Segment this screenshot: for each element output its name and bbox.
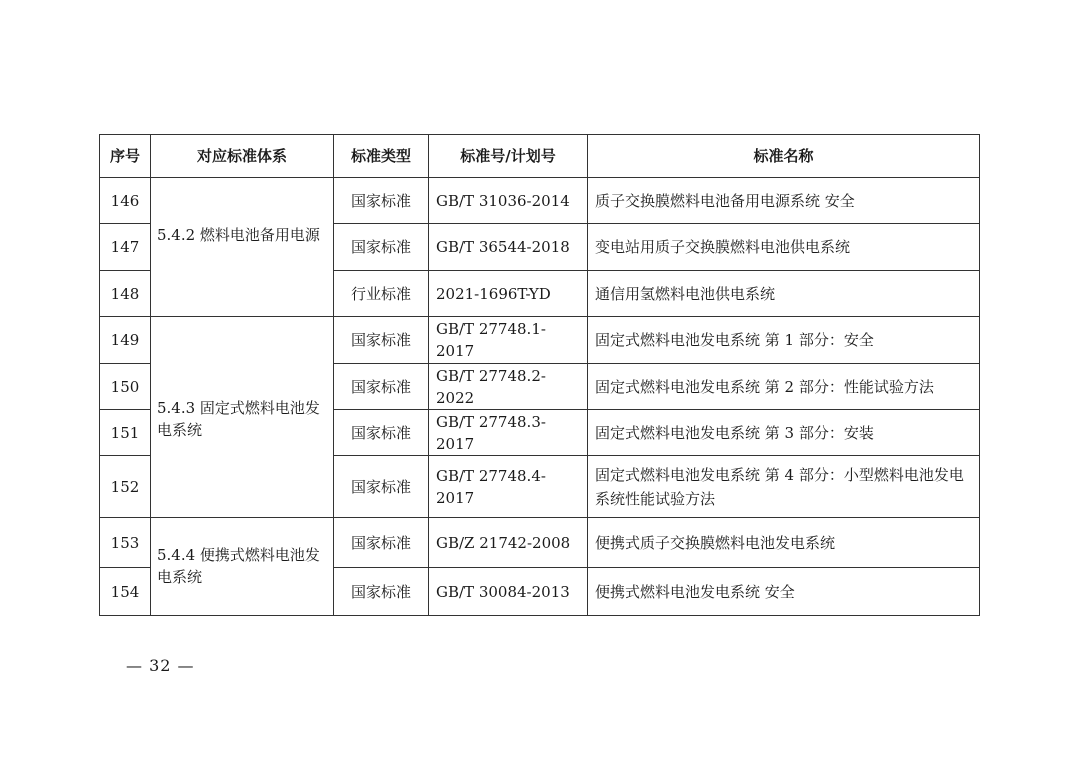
header-type: 标准类型 <box>334 135 429 178</box>
code-cell: GB/T 30084-2013 <box>429 568 588 616</box>
seq-cell: 152 <box>100 456 151 518</box>
type-cell: 国家标准 <box>334 224 429 271</box>
header-system: 对应标准体系 <box>151 135 334 178</box>
system-cell <box>151 518 334 616</box>
group-label: 5.4.3 固定式燃料电池发电系统 <box>157 399 320 439</box>
name-cell: 变电站用质子交换膜燃料电池供电系统 <box>588 224 980 271</box>
type-cell: 国家标准 <box>334 364 429 410</box>
code-cell: GB/Z 21742-2008 <box>429 518 588 568</box>
seq-cell: 150 <box>100 364 151 410</box>
group-label: 5.4.4 便携式燃料电池发电系统 <box>157 546 320 586</box>
seq-cell: 147 <box>100 224 151 271</box>
system-cell <box>151 317 334 518</box>
type-cell: 国家标准 <box>334 518 429 568</box>
type-cell: 国家标准 <box>334 456 429 518</box>
group-label: 5.4.2 燃料电池备用电源 <box>157 226 320 244</box>
seq-cell: 149 <box>100 317 151 364</box>
name-cell: 通信用氢燃料电池供电系统 <box>588 271 980 317</box>
header-seq: 序号 <box>100 135 151 178</box>
type-cell: 国家标准 <box>334 410 429 456</box>
standards-table <box>99 134 980 616</box>
name-cell: 固定式燃料电池发电系统 第 4 部分：小型燃料电池发电系统性能试验方法 <box>588 456 980 518</box>
name-cell: 便携式燃料电池发电系统 安全 <box>588 568 980 616</box>
page-number: — 32 — <box>126 656 195 675</box>
seq-cell: 151 <box>100 410 151 456</box>
table-row <box>100 178 980 224</box>
type-cell: 国家标准 <box>334 317 429 364</box>
code-cell: GB/T 36544-2018 <box>429 224 588 271</box>
name-cell: 质子交换膜燃料电池备用电源系统 安全 <box>588 178 980 224</box>
code-cell: GB/T 27748.3-2017 <box>429 410 588 456</box>
name-cell: 固定式燃料电池发电系统 第 3 部分：安装 <box>588 410 980 456</box>
table-header-row <box>100 135 980 178</box>
code-cell: 2021-1696T-YD <box>429 271 588 317</box>
header-name: 标准名称 <box>588 135 980 178</box>
code-cell: GB/T 27748.2-2022 <box>429 364 588 410</box>
table-row <box>100 317 980 364</box>
type-cell: 国家标准 <box>334 178 429 224</box>
code-cell: GB/T 27748.1-2017 <box>429 317 588 364</box>
name-cell: 固定式燃料电池发电系统 第 2 部分：性能试验方法 <box>588 364 980 410</box>
table-row <box>100 518 980 568</box>
name-cell: 便携式质子交换膜燃料电池发电系统 <box>588 518 980 568</box>
name-cell: 固定式燃料电池发电系统 第 1 部分：安全 <box>588 317 980 364</box>
header-code: 标准号/计划号 <box>429 135 588 178</box>
seq-cell: 146 <box>100 178 151 224</box>
seq-cell: 153 <box>100 518 151 568</box>
system-cell <box>151 178 334 317</box>
seq-cell: 154 <box>100 568 151 616</box>
type-cell: 国家标准 <box>334 568 429 616</box>
code-cell: GB/T 31036-2014 <box>429 178 588 224</box>
seq-cell: 148 <box>100 271 151 317</box>
code-cell: GB/T 27748.4-2017 <box>429 456 588 518</box>
type-cell: 行业标准 <box>334 271 429 317</box>
